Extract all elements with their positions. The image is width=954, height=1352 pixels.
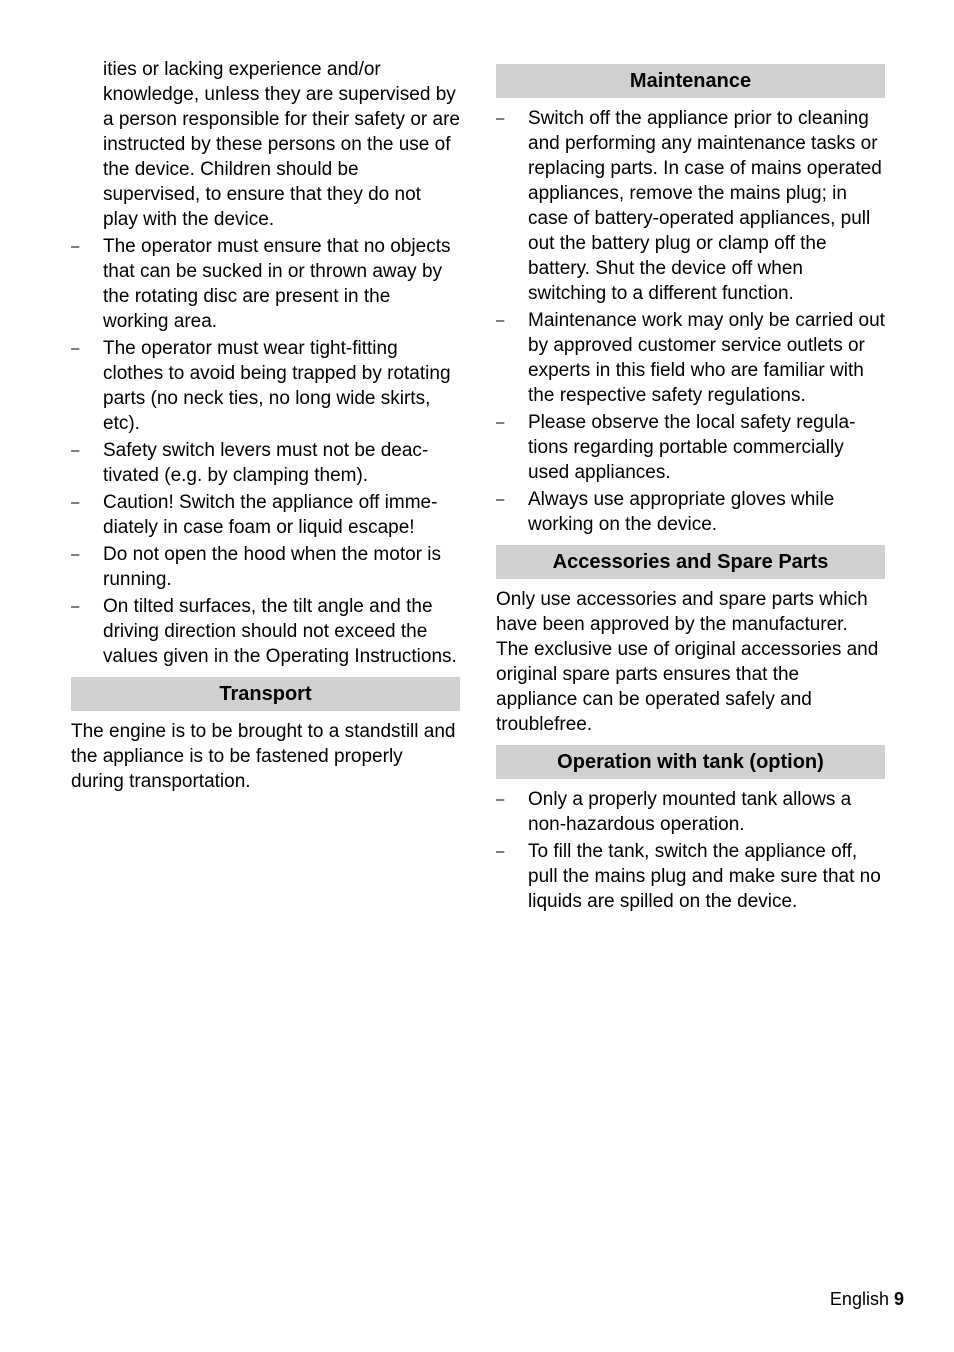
- list-item: [496, 308, 885, 408]
- safety-list-continued: [71, 57, 460, 669]
- dash-bullet-icon: –: [71, 340, 80, 357]
- list-item: [71, 438, 460, 488]
- list-item: [71, 336, 460, 436]
- dash-bullet-icon: –: [496, 414, 505, 431]
- right-column: [496, 57, 885, 916]
- list-item: [71, 234, 460, 334]
- page-number: 9: [893, 1289, 904, 1309]
- list-item: [496, 839, 885, 914]
- list-item-text: Only a properly mounted tank allows a non-hazardous operation.: [528, 789, 852, 835]
- list-item-text: To fill the tank, switch the appliance off, pull the mains plug and make sure that no liquids are spilled on the device.: [528, 841, 881, 912]
- dash-bullet-icon: –: [71, 442, 80, 459]
- list-item-text: Maintenance work may only be carried out by approved customer service outlets or experts in this field who are familiar with the respective safety regulations.: [528, 310, 885, 406]
- maintenance-list: [496, 106, 885, 537]
- dash-bullet-icon: –: [71, 546, 80, 563]
- section-heading-accessories: Accessories and Spare Parts: [496, 545, 885, 579]
- list-item-text: The operator must wear tight-fitting clothes to avoid being trapped by rotating parts (no neck ties, no long wide skirts, etc).: [103, 338, 451, 434]
- page-footer: [830, 1289, 904, 1310]
- list-item: [71, 490, 460, 540]
- list-item-text: Safety switch levers must not be deactivated (e.g. by clamping them).: [103, 440, 429, 486]
- left-column: [71, 57, 460, 794]
- accessories-paragraph: Only use accessories and spare parts which have been approved by the manufacturer. The exclusive use of original accessories and original spare parts ensures that the appliance can be operated safely and troublefree.: [496, 589, 879, 735]
- dash-bullet-icon: –: [496, 843, 505, 860]
- dash-bullet-icon: –: [496, 110, 505, 127]
- list-item-continuation: [71, 57, 460, 232]
- list-item-text: Do not open the hood when the motor is running.: [103, 544, 442, 590]
- list-item-text: ities or lacking experience and/or knowledge, unless they are supervised by a person responsible for their safety or are instructed by these persons on the use of the device. Children should be supervised, to ensure that they do not play with the device.: [103, 59, 460, 230]
- list-item: [496, 106, 885, 306]
- tank-list: [496, 787, 885, 914]
- dash-bullet-icon: –: [496, 791, 505, 808]
- list-item-text: Switch off the appliance prior to cleaning and performing any maintenance tasks or replacing parts. In case of mains operated appliances, remove the mains plug; in case of battery-operated appliances, pull out the battery plug or clamp off the battery. Shut the device off when switching to a different function.: [528, 108, 882, 304]
- section-heading-tank: Operation with tank (option): [496, 745, 885, 779]
- list-item-text: Caution! Switch the appliance off immediately in case foam or liquid escape!: [103, 492, 438, 538]
- transport-paragraph: The engine is to be brought to a standstill and the appliance is to be fastened properly during transportation.: [71, 721, 456, 792]
- section-heading-maintenance: Maintenance: [496, 64, 885, 98]
- list-item: [496, 487, 885, 537]
- list-item-text: Please observe the local safety regulations regarding portable commercially used appliances.: [528, 412, 856, 483]
- footer-language: English: [829, 1289, 889, 1309]
- list-item: [71, 594, 460, 669]
- list-item: [496, 787, 885, 837]
- dash-bullet-icon: –: [71, 238, 80, 255]
- dash-bullet-icon: –: [496, 312, 505, 329]
- section-heading-transport: Transport: [71, 677, 460, 711]
- dash-bullet-icon: –: [71, 494, 80, 511]
- list-item: [496, 410, 885, 485]
- dash-bullet-icon: –: [71, 598, 80, 615]
- dash-bullet-icon: –: [496, 491, 505, 508]
- list-item-text: The operator must ensure that no objects that can be sucked in or thrown away by the rotating disc are present in the working area.: [103, 236, 451, 332]
- list-item-text: Always use appropriate gloves while working on the device.: [528, 489, 835, 535]
- list-item-text: On tilted surfaces, the tilt angle and the driving direction should not exceed the values given in the Operating Instructions.: [103, 596, 457, 667]
- list-item: [71, 542, 460, 592]
